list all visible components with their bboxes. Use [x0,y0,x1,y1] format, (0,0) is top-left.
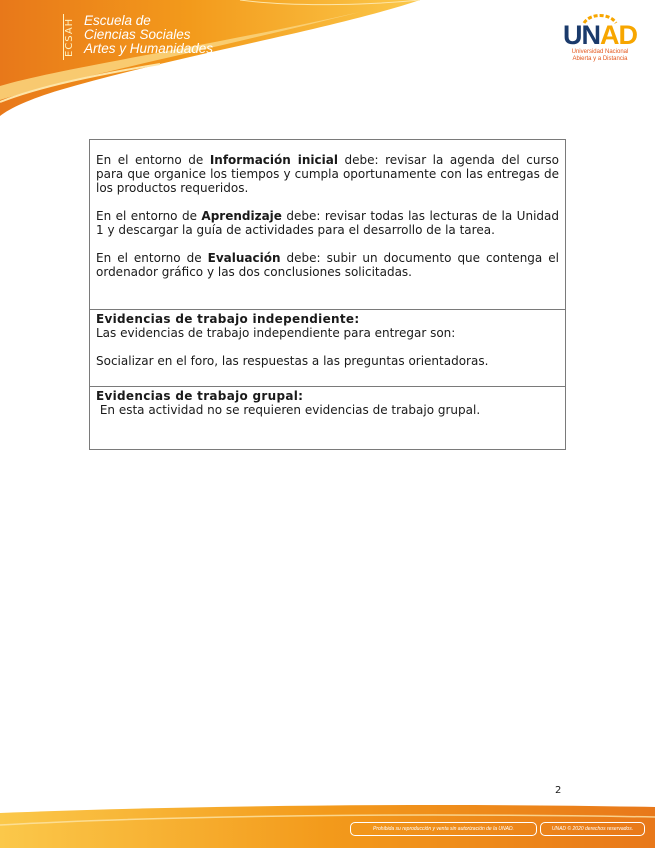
spacer [96,340,559,354]
activity-table [89,139,566,450]
bold-text: Aprendizaje [201,209,282,223]
bold-text: Evaluación [207,251,281,265]
school-line: Artes y Humanidades [84,41,214,56]
school-line: Ciencias Sociales [84,27,191,42]
page-number: 2 [555,785,562,796]
environments-cell [90,140,565,310]
independent-evidence-title: Evidencias de trabajo independiente: [96,312,360,326]
bold-text: Información inicial [209,153,338,167]
group-evidence-title: Evidencias de trabajo grupal: [96,389,304,403]
independent-evidence-line: Socializar en el foro, las respuestas a las preguntas orientadoras. [96,354,489,368]
school-lines [84,14,213,60]
logo-wordmark [560,22,640,49]
text: En el entorno de [96,153,210,167]
text: debe: subir un documento que contenga el ordenador gráfico y las dos conclusiones solicitadas. [96,251,559,279]
paragraph-evaluacion [96,251,559,279]
paragraph-aprendizaje [96,209,559,237]
logo-un: UN [563,20,600,50]
group-evidence-cell [90,387,565,449]
school-abbrev: ECSAH [63,14,78,60]
text: En el entorno de [96,251,208,265]
group-evidence-line: En esta actividad no se requieren evidencias de trabajo grupal. [96,403,481,417]
footer-copyright: UNAD © 2020 derechos reservados. [540,822,645,836]
paragraph-info-inicial [96,153,559,195]
independent-evidence-cell [90,310,565,387]
unad-logo [560,12,640,63]
footer-notice: Prohibida su reproducción y venta sin autorización de la UNAD. [350,822,537,836]
text: En el entorno de [96,209,202,223]
logo-ad: AD [600,20,637,50]
logo-subtitle-2: Abierta y a Distancia [572,56,628,62]
text: debe: revisar todas las lecturas de la Unidad 1 y descargar la guía de actividades para el desarrollo de la tarea. [96,209,559,237]
school-name [63,14,213,60]
independent-evidence-line: Las evidencias de trabajo independiente para entregar son: [96,326,456,340]
logo-subtitle-1: Universidad Nacional [571,49,629,55]
school-line: Escuela de [84,13,151,28]
text: debe: revisar la agenda del curso para que organice los tiempos y cumpla oportunamente con las entregas de los productos requeridos. [96,153,560,195]
